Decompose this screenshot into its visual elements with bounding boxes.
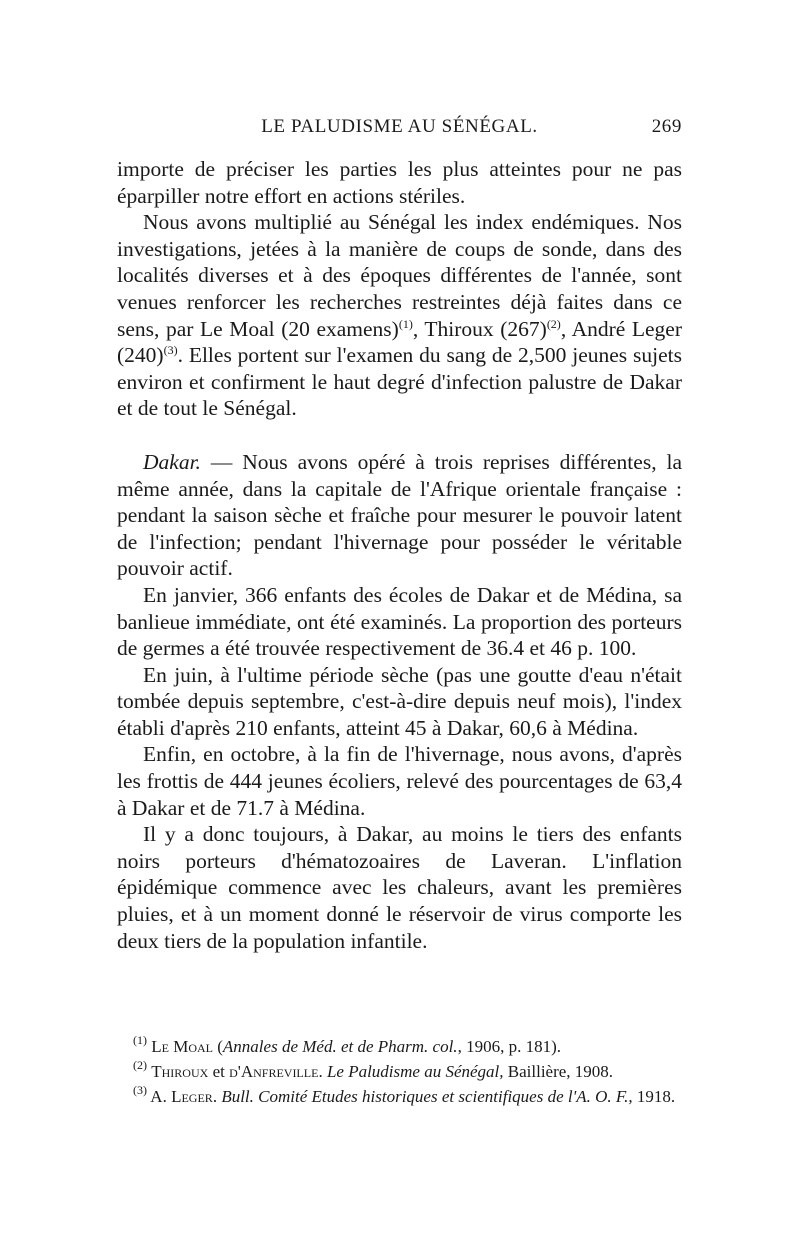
footnote-text: A. <box>147 1087 172 1106</box>
footnote-text: 1918. <box>632 1087 676 1106</box>
footnote-author: Le Moal <box>151 1037 213 1056</box>
footnote-text: et <box>208 1062 230 1081</box>
footnote-ref-2: (2) <box>546 316 561 331</box>
footnote-text: , 1906, p. 181). <box>457 1037 561 1056</box>
footnote-text: . <box>212 1087 222 1106</box>
footnote-ref-3: (3) <box>163 343 178 358</box>
paragraph-text: , Thiroux (267) <box>412 316 547 341</box>
footnote-author: Thiroux <box>151 1062 209 1081</box>
footnotes <box>117 1034 682 1109</box>
running-title: LE PALUDISME AU SÉNÉGAL. <box>261 116 538 137</box>
paragraph-octobre: Enfin, en octobre, à la fin de l'hivernage, nous avons, d'après les frottis de 444 jeunes écoliers, relevé des pourcentages de 63,4 à Dakar et de 71.7 à Médina. <box>117 742 682 820</box>
paragraph-conclusion: Il y a donc toujours, à Dakar, au moins le tiers des enfants noirs porteurs d'hématozoaires de Laveran. L'inflation épidémique commence avec les chaleurs, avant les premières pluies, et à un moment donné le réservoir de virus comporte les deux tiers de la population infantile. <box>117 822 682 953</box>
body-text <box>117 156 682 954</box>
footnote-2 <box>117 1059 682 1084</box>
footnote-mark: (1) <box>133 1033 147 1047</box>
paragraph-text: . Elles portent sur l'examen du sang de 2,500 jeunes sujets environ et confirment le haut degré d'infection palustre de Dakar et de tout le Sénégal. <box>117 343 682 421</box>
footnote-mark: (3) <box>133 1083 147 1097</box>
paragraph-juin: En juin, à l'ultime période sèche (pas une goutte d'eau n'était tombée depuis septembre, c'est-à-dire depuis neuf mois), l'index établi d'après 210 enfants, atteint 45 à Dakar, 60,6 à Médina. <box>117 662 682 740</box>
footnote-title: Le Paludisme au Sénégal, <box>326 1062 504 1081</box>
paragraph-dakar <box>117 449 682 582</box>
page-number: 269 <box>651 116 682 137</box>
footnote-text: . <box>318 1062 327 1081</box>
footnote-3 <box>117 1084 682 1109</box>
footnote-title: Annales de Méd. et de Pharm. col. <box>222 1037 458 1056</box>
running-header <box>117 116 682 146</box>
paragraph-index-endemiques <box>117 209 682 422</box>
footnote-mark: (2) <box>133 1058 147 1072</box>
footnote-author: Leger <box>171 1087 213 1106</box>
footnote-text: Baillière, 1908. <box>503 1062 614 1081</box>
paragraph-text: — Nous avons opéré à trois reprises différentes, la même année, dans la capitale de l'Afrique orientale française : pendant la saison sèche et fraîche pour mesurer le pouvoir latent de l'infection; pendant l'hivernage pour posséder le véritable pouvoir actif. <box>117 449 682 581</box>
footnote-1 <box>117 1034 682 1059</box>
footnote-author: d'Anfreville <box>229 1062 319 1081</box>
section-lead-dakar: Dakar. <box>143 449 201 474</box>
paragraph-text: Nous avons multiplié au Sénégal les index endémiques. Nos investigations, jetées à la manière de coups de sonde, dans des localités diverses et à des époques différentes de l'année, sont venues renforcer les recherches restreintes déjà faites dans ce sens, par Le Moal (20 examens) <box>117 210 682 341</box>
paragraph-continuation: importe de préciser les parties les plus atteintes pour ne pas éparpiller notre effort en actions stériles. <box>117 157 682 208</box>
footnote-ref-1: (1) <box>398 316 413 331</box>
footnote-title: Bull. Comité Etudes historiques et scientifiques de l'A. O. F., <box>221 1087 633 1106</box>
paragraph-text: , André Leger (240) <box>117 316 683 368</box>
footnote-text: ( <box>213 1037 223 1056</box>
paragraph-janvier: En janvier, 366 enfants des écoles de Dakar et de Médina, sa banlieue immédiate, ont été examinés. La proportion des porteurs de germes a été trouvée respectivement de 36.4 et 46 p. 100. <box>117 582 682 661</box>
